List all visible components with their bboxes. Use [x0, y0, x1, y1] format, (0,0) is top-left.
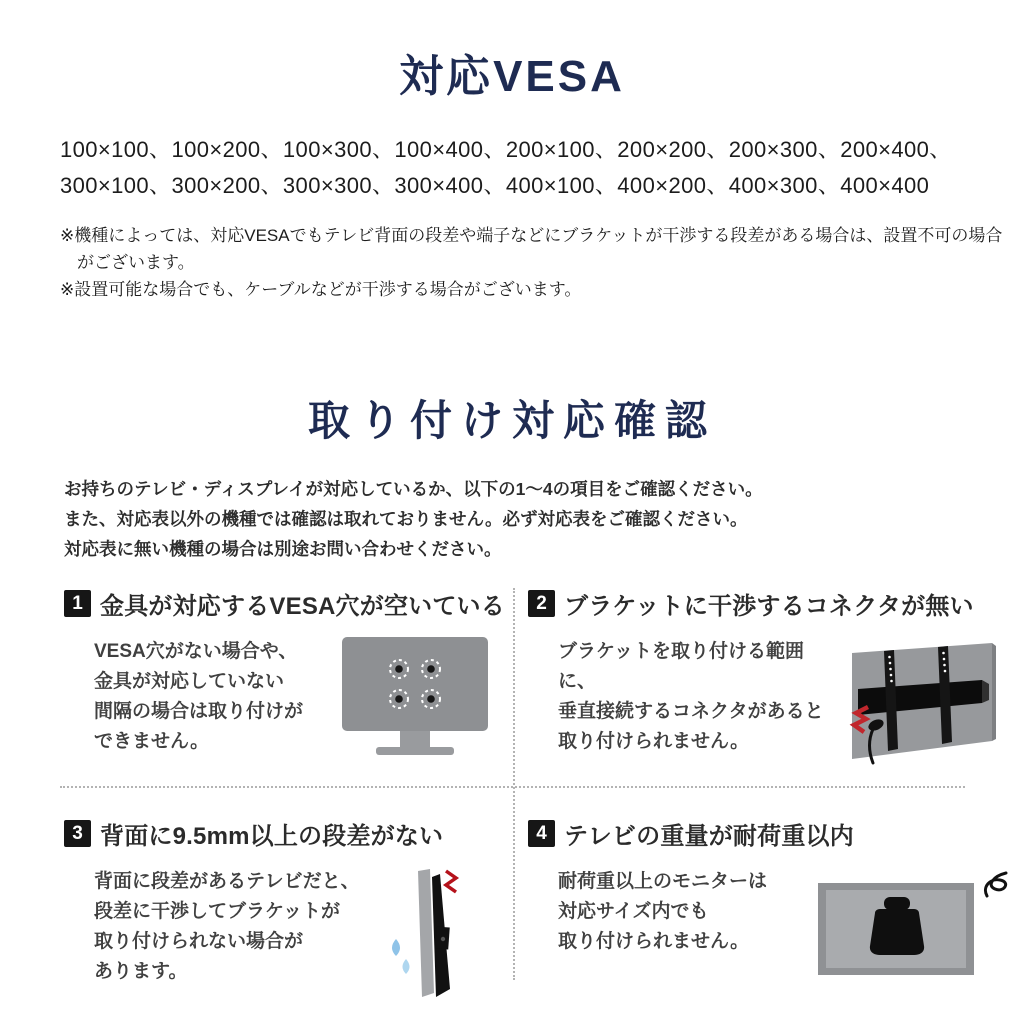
- mounting-check-intro: [64, 474, 964, 564]
- vesa-notes: [60, 222, 1004, 304]
- item-number-badge: 2: [528, 590, 555, 617]
- item-number-badge: 1: [64, 590, 91, 617]
- check-item-2-header: [528, 586, 980, 621]
- check-item-4: [528, 816, 980, 979]
- vesa-size-line-2: 300×100、300×200、300×300、300×400、400×100、400×200、400×300、400×400: [60, 172, 930, 198]
- check-item-3: [64, 816, 516, 1003]
- item-description: 耐荷重以上のモニターは 対応サイズ内でも 取り付けられません。: [558, 871, 768, 953]
- intro-line-1: お持ちのテレビ・ディスプレイが対応しているか、以下の1〜4の項目をご確認ください。: [64, 479, 763, 499]
- check-item-4-header: [528, 816, 980, 851]
- item-description: 背面に段差があるテレビだと、 段差に干渉してブラケットが 取り付けられない場合が あります。: [94, 871, 360, 983]
- mounting-check-title: 取り付け対応確認: [307, 397, 716, 444]
- vesa-section-title: 対応VESA: [399, 52, 625, 101]
- vesa-note-2: ※設置可能な場合でも、ケーブルなどが干渉する場合がございます。: [60, 280, 582, 300]
- item-heading: 背面に9.5mm以上の段差がない: [100, 823, 444, 850]
- item-number-badge: 4: [528, 820, 555, 847]
- check-item-2: [528, 586, 980, 773]
- row-divider: [60, 786, 965, 788]
- intro-line-3: 対応表に無い機種の場合は別途お問い合わせください。: [64, 539, 502, 560]
- check-item-3-header: [64, 816, 516, 851]
- item-description: VESA穴がない場合や、 金具が対応していない 間隔の場合は取り付けが できません。: [94, 641, 304, 753]
- tv-back-bracket-connector-icon: [834, 637, 1002, 773]
- tv-overweight-icon: [814, 867, 1012, 979]
- item-heading: ブラケットに干渉するコネクタが無い: [564, 593, 974, 620]
- monitor-rear-vesa-holes-icon: [340, 637, 516, 757]
- item-number-badge: 3: [64, 820, 91, 847]
- tv-side-step-interference-icon: [384, 867, 516, 1003]
- item-heading: 金具が対応するVESA穴が空いている: [100, 593, 505, 620]
- item-heading: テレビの重量が耐荷重以内: [564, 823, 854, 850]
- check-item-1: [64, 586, 516, 757]
- vesa-size-line-1: 100×100、100×200、100×300、100×400、200×100、200×200、200×300、200×400、: [60, 137, 952, 162]
- item-description: ブラケットを取り付ける範囲に、 垂直接続するコネクタがあると 取り付けられません。: [558, 641, 824, 753]
- vesa-size-list: [60, 132, 970, 203]
- check-item-1-header: [64, 586, 516, 621]
- intro-line-2: また、対応表以外の機種では確認は取れておりません。必ず対応表をご確認ください。: [64, 509, 748, 530]
- vesa-note-1: ※機種によっては、対応VESAでもテレビ背面の段差や端子などにブラケットが干渉する段差がある場合は、設置不可の場合がございます。: [60, 226, 1003, 273]
